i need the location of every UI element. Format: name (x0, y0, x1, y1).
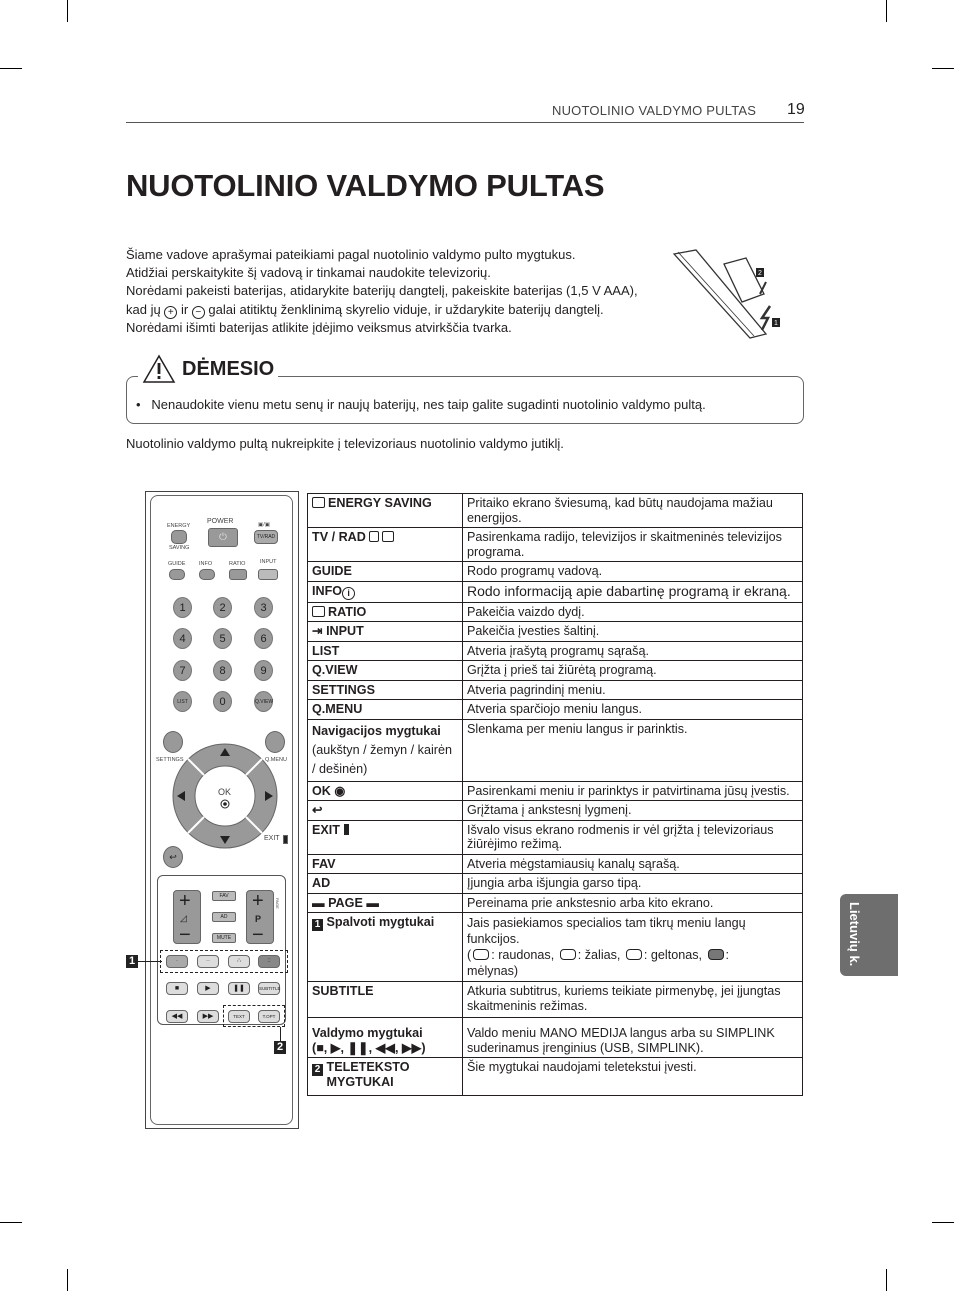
key-subtext: (aukštyn / žemyn / kairėn / dešinėn) (312, 742, 452, 776)
remote-label: Q.MENU (265, 757, 287, 763)
stop-button[interactable]: ■ (166, 982, 188, 995)
red-button[interactable]: · (166, 955, 188, 968)
yellow-button[interactable]: ∴ (228, 955, 250, 968)
intro-fragment: galai atitiktų ženklinimą skyrelio viduje, ir uždarykite baterijų dangtelį. (208, 301, 604, 317)
power-button[interactable]: ⏻ (208, 528, 238, 547)
table-row (308, 913, 803, 982)
input-icon: ⇥ (312, 624, 323, 638)
volume-up-icon: + (179, 890, 191, 912)
table-row (308, 893, 803, 913)
exit-icon (344, 824, 349, 835)
green-button[interactable]: ·· (197, 955, 219, 968)
language-tab (840, 894, 898, 976)
warning-text-body: Nenaudokite vienu metu senų ir naujų baterijų, nes taip galite sugadinti nuotolinio valdymo pultą. (151, 397, 706, 412)
red-key-icon (473, 949, 489, 960)
key-text: TV / RAD (312, 530, 366, 544)
key-text: RATIO (328, 604, 367, 619)
callout-2-leader (280, 1027, 281, 1041)
crop-mark (932, 68, 954, 69)
table-row (308, 661, 803, 681)
row-key (308, 581, 463, 602)
row-desc: Pritaiko ekrano šviesumą, kad būtų naudojama mažiau energijos. (463, 494, 803, 528)
pointing-instruction: Nuotolinio valdymo pultą nukreipkite į televizoriaus nuotolinio valdymo jutiklį. (126, 436, 564, 451)
language-tab-label: Lietuvių k. (847, 902, 862, 967)
intro-line: Norėdami išimti baterijas atlikite įdėjimo veiksmus atvirkščia tvarka. (126, 319, 512, 335)
crop-mark (0, 1222, 22, 1223)
key-text: Valdymo mygtukai (312, 1026, 423, 1040)
table-row (308, 982, 803, 1018)
row-key (308, 528, 463, 562)
desc-text: : (725, 948, 730, 962)
row-desc: Šie mygtukai naudojami teletekstui įvesti. (463, 1058, 803, 1096)
digit-7-button[interactable]: 7 (173, 660, 192, 681)
ad-button[interactable] (212, 912, 236, 922)
row-key: FAV (308, 854, 463, 874)
row-key: LIST (308, 641, 463, 661)
green-key-icon (560, 949, 576, 960)
crop-mark (886, 0, 887, 22)
table-row (308, 1018, 803, 1058)
volume-down-icon: − (179, 924, 191, 946)
remote-label: INFO (199, 561, 213, 567)
page-title: NUOTOLINIO VALDYMO PULTAS (126, 168, 605, 203)
guide-button[interactable] (169, 569, 185, 580)
row-desc: Valdo meniu MANO MEDIJA langus arba su SIMPLINK suderinamus įrenginius (USB, SIMPLINK). (463, 1018, 803, 1058)
radio-icon (382, 531, 394, 542)
intro-fragment: ir (180, 301, 189, 317)
table-row (308, 581, 803, 602)
ratio-icon (312, 606, 325, 617)
row-key: Q.MENU (308, 700, 463, 720)
table-row (308, 801, 803, 821)
header-rule (126, 122, 804, 123)
digit-6-button[interactable]: 6 (254, 628, 273, 649)
page-up-icon: ▬ (312, 895, 325, 910)
row-desc: Pakeičia įvesties šaltinį. (463, 622, 803, 642)
crop-mark (67, 1269, 68, 1291)
button-reference-table (307, 493, 803, 1096)
desc-text: mėlynas) (467, 964, 519, 978)
callout-2: 2 (274, 1041, 286, 1054)
ok-label: OK (218, 787, 232, 797)
info-icon: i (342, 587, 355, 600)
row-key: GUIDE (308, 562, 463, 582)
warning-triangle-icon (142, 354, 176, 384)
fav-label: FAV (219, 893, 229, 899)
key-text: OK (312, 783, 331, 798)
digit-2-button[interactable]: 2 (213, 597, 232, 618)
row-desc: Pakeičia vaizdo dydį. (463, 602, 803, 622)
row-key (308, 719, 463, 781)
table-row (308, 854, 803, 874)
svg-text:2: 2 (758, 270, 762, 277)
back-button[interactable]: ↩ (163, 846, 183, 868)
remote-label: EXIT (264, 835, 280, 842)
fav-button[interactable] (212, 891, 236, 901)
row-key (308, 602, 463, 622)
row-desc: Įjungia arba išjungia garso tipą. (463, 874, 803, 894)
tv-rad-label: TV/RAD (256, 534, 276, 540)
program-up-icon: + (252, 890, 264, 912)
digit-9-button[interactable]: 9 (254, 660, 273, 681)
key-text: PAGE (328, 895, 363, 910)
intro-text (126, 246, 676, 337)
row-desc: Atveria mėgstamiausių kanalų sąrašą. (463, 854, 803, 874)
row-key: Valdymo mygtukai (■, ▶, ❚❚, ◀◀, ▶▶) (308, 1018, 463, 1058)
row-desc: Pereinama prie ankstesnio arba kito ekrano. (463, 893, 803, 913)
table-row (308, 641, 803, 661)
row-key: AD (308, 874, 463, 894)
table-row (308, 562, 803, 582)
row-desc: Išvalo visus ekrano rodmenis ir vėl grįžta į televizoriaus žiūrėjimo režimą. (463, 820, 803, 854)
intro-line: Atidžiai perskaitykite šį vadovą ir tinkamai naudokite televizorių. (126, 265, 491, 281)
mute-label: MUTE (216, 935, 232, 941)
crop-mark (0, 68, 22, 69)
desc-text: : raudonas, (491, 948, 555, 962)
ad-label: AD (220, 914, 228, 920)
callout-1: 1 (126, 955, 138, 968)
row-desc: Slenkama per meniu langus ir parinktis. (463, 719, 803, 781)
digit-5-button[interactable]: 5 (213, 628, 232, 649)
intro-line (126, 301, 676, 319)
page-label: PAGE (275, 898, 280, 909)
remote-label: SAVING (169, 545, 190, 551)
table-row (308, 700, 803, 720)
row-desc: Pasirenkami meniu ir parinktys ir patvirtinama jūsų įvestis. (463, 781, 803, 801)
table-row (308, 680, 803, 700)
energy-saving-button[interactable] (171, 530, 187, 544)
warning-header (138, 354, 278, 384)
pause-button[interactable]: ❚❚ (228, 982, 250, 995)
subtitle-label: SUBTITLE (259, 986, 281, 991)
plus-icon: + (164, 306, 177, 319)
program-down-icon: − (252, 924, 264, 946)
input-button[interactable] (258, 569, 278, 580)
text-label: TEXT (233, 1014, 245, 1019)
key-text: INPUT (326, 624, 364, 638)
page-down-icon: ▬ (366, 895, 379, 910)
row-key (308, 781, 463, 801)
desc-text: Jais pasiekiamos specialios tam tikrų meniu langų funkcijos. (467, 916, 746, 946)
page-number: 19 (787, 101, 805, 118)
svg-text:1: 1 (774, 320, 778, 327)
crop-mark (886, 1269, 887, 1291)
row-desc: Rodo informaciją apie dabartinę programą ir ekraną. (463, 581, 803, 602)
play-button[interactable]: ▶ (197, 982, 219, 995)
subtitle-button[interactable] (258, 982, 280, 995)
key-text: Navigacijos mygtukai (312, 723, 441, 738)
battery-illustration (670, 248, 790, 344)
minus-icon: − (192, 306, 205, 319)
row-desc: Atveria sparčiojo meniu langus. (463, 700, 803, 720)
digit-8-button[interactable]: 8 (213, 660, 232, 681)
digit-1-button[interactable]: 1 (173, 597, 192, 618)
table-row (308, 602, 803, 622)
key-text: ENERGY SAVING (328, 496, 432, 510)
back-icon: ↩ (312, 803, 323, 817)
text-button[interactable] (228, 1010, 250, 1023)
blue-button[interactable]: :: (258, 955, 280, 968)
row-desc: Atkuria subtitrus, kuriems teikiate pirmenybę, jei įjungtas skaitmeninis režimas. (463, 982, 803, 1018)
key-text: INFO (312, 583, 343, 598)
row-key (308, 893, 463, 913)
intro-line: Šiame vadove aprašymai pateikiami pagal nuotolinio valdymo pulto mygtukus. (126, 247, 576, 262)
callout-1-badge: 1 (312, 919, 323, 931)
warning-title: DĖMESIO (182, 357, 275, 380)
crop-mark (67, 0, 68, 22)
row-key (308, 801, 463, 821)
callout-2-badge: 2 (312, 1064, 323, 1076)
remote-label: INPUT (260, 559, 277, 565)
row-key (308, 494, 463, 528)
intro-fragment: kad jų (126, 301, 161, 317)
row-key: Q.VIEW (308, 661, 463, 681)
remote-label: ▣/▣ (258, 522, 270, 528)
rewind-button[interactable]: ◀◀ (166, 1010, 188, 1023)
digit-4-button[interactable]: 4 (173, 628, 192, 649)
tv-icon (369, 531, 379, 542)
row-desc: Pasirenkama radijo, televizijos ir skaitmeninės televizijos programa. (463, 528, 803, 562)
digit-3-button[interactable]: 3 (254, 597, 273, 618)
ratio-button[interactable] (229, 569, 247, 580)
running-header: NUOTOLINIO VALDYMO PULTAS (552, 103, 757, 118)
info-button[interactable] (199, 569, 215, 580)
list-button[interactable]: LIST (173, 691, 192, 712)
qview-button[interactable]: Q.VIEW (254, 691, 273, 712)
yellow-key-icon (626, 949, 642, 960)
desc-text: : geltonas, (643, 948, 703, 962)
forward-button[interactable]: ▶▶ (197, 1010, 219, 1023)
row-desc: Rodo programų vadovą. (463, 562, 803, 582)
crop-mark (932, 1222, 954, 1223)
blue-key-icon (708, 949, 724, 960)
table-row (308, 874, 803, 894)
row-key (308, 1058, 463, 1096)
ok-icon: ◉ (334, 783, 346, 798)
key-text: EXIT (312, 822, 340, 837)
row-key (308, 913, 463, 982)
program-label: P (255, 914, 262, 924)
remote-label: SETTINGS (156, 757, 184, 763)
row-desc: Grįžta į prieš tai žiūrėtą programą. (463, 661, 803, 681)
desc-text: : žalias, (577, 948, 621, 962)
intro-line: Norėdami pakeisti baterijas, atidarykite baterijų dangtelį, pakeiskite baterijas (1,5 V AAA), (126, 283, 638, 299)
remote-label: RATIO (229, 561, 246, 567)
table-row (308, 622, 803, 642)
table-row (308, 494, 803, 528)
row-key: SETTINGS (308, 680, 463, 700)
key-text: TELETEKSTO MYGTUKAI (326, 1060, 410, 1089)
topt-button[interactable] (258, 1010, 280, 1023)
digit-0-button[interactable]: 0 (213, 691, 232, 712)
table-row (308, 1058, 803, 1096)
row-desc: Atveria pagrindinį meniu. (463, 680, 803, 700)
warning-text: • Nenaudokite vienu metu senų ir naujų baterijų, nes taip galite sugadinti nuotolinio valdymo pultą. (136, 397, 706, 412)
table-row (308, 820, 803, 854)
remote-label: ENERGY (167, 523, 191, 529)
row-desc: Jais pasiekiamos specialios tam tikrų meniu langų funkcijos. ( : raudonas, : žalias, : geltonas, : mėlynas) (463, 913, 803, 982)
topt-label: T.OPT (262, 1014, 276, 1019)
row-key (308, 622, 463, 642)
row-desc: Grįžtama į ankstesnį lygmenį. (463, 801, 803, 821)
volume-icon: ◿ (180, 913, 187, 923)
mute-button[interactable] (212, 933, 236, 943)
table-row (308, 528, 803, 562)
table-row (308, 781, 803, 801)
row-key (308, 820, 463, 854)
key-text: Spalvoti mygtukai (326, 915, 435, 929)
callout-1-leader (138, 961, 162, 962)
table-row (308, 719, 803, 781)
row-desc: Atveria įrašytą programų sąrašą. (463, 641, 803, 661)
tv-rad-button[interactable] (254, 530, 278, 544)
remote-label: POWER (207, 518, 234, 525)
remote-label: GUIDE (168, 561, 186, 567)
energy-saving-icon (312, 497, 325, 508)
row-key: SUBTITLE (308, 982, 463, 1018)
exit-marker (283, 835, 288, 844)
